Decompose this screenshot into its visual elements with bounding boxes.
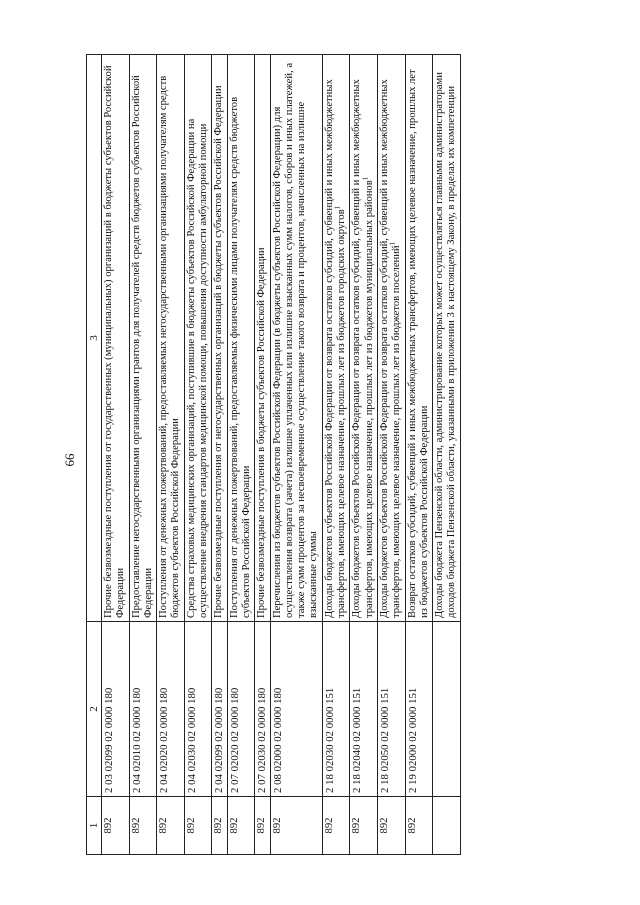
footnote-marker: 1 (333, 205, 342, 210)
revenue-code-cell (270, 622, 322, 797)
revenue-code-cell-text: 2 04 02020 02 0000 180 (158, 687, 171, 793)
revenue-code-cell (102, 622, 130, 797)
admin-code-cell (270, 797, 322, 855)
admin-code-cell-text: 892 (323, 817, 335, 834)
revenue-name-cell-text: Средства страховых медицинских организаций, поступившие в бюджеты субъектов Российской Федерации на осуществление внедрения стандартов медицинской помощи, повышения доступности амбулаторной помощи (185, 118, 210, 618)
revenue-name-cell (212, 55, 227, 622)
revenue-code-cell (322, 622, 350, 797)
revenue-code-cell-text: 2 19 02000 02 0000 151 (406, 687, 419, 793)
revenue-name-cell-text: Доходы бюджета Пензенской области, администрирование которых может осуществляться главными администраторами доходов бюджета Пензенской области, указанными в приложении 3 к настоящему Закону, в пределах их компетенции (434, 72, 458, 618)
admin-code-cell-text: 892 (103, 817, 114, 834)
admin-code-cell (184, 797, 212, 855)
table-body (102, 55, 461, 855)
table-row (433, 55, 461, 855)
table-row (102, 55, 130, 855)
admin-code-cell (255, 797, 270, 855)
admin-code-cell-text: 892 (158, 817, 170, 834)
revenue-code-cell-text: 2 04 02030 02 0000 180 (185, 687, 198, 793)
admin-code-cell (227, 797, 255, 855)
admin-code-cell (212, 797, 227, 855)
rotated-page (86, 55, 556, 855)
admin-code-cell-text: 892 (130, 817, 142, 834)
revenue-name-cell-text: Поступления от денежных пожертвований, предоставляемых физическими лицами получателям средств бюджетов субъектов Российской Федерации (228, 96, 252, 618)
table-row (270, 55, 322, 855)
admin-code-cell (377, 797, 405, 855)
column-header: 3 (87, 55, 102, 622)
revenue-code-cell-text: 2 07 02030 02 0000 180 (256, 687, 269, 793)
admin-code-cell-text: 892 (256, 817, 268, 834)
table-row (405, 55, 433, 855)
revenue-code-cell (227, 622, 255, 797)
revenue-name-cell-text: Прочие безвозмездные поступления от государственных (муниципальных) организаций в бюджеты субъектов Российской Федерации (103, 65, 127, 618)
revenue-name-cell-text: Возврат остатков субсидий, субвенций и иных межбюджетных трансфертов, имеющих целевое назначение, прошлых лет из бюджетов субъектов Российской Федерации (406, 69, 430, 618)
column-header: 2 (87, 622, 102, 797)
revenue-name-cell-text: Доходы бюджетов субъектов Российской Федерации от возврата остатков субсидий, субвенций и иных межбюджетных трансфертов, имеющих целевое назначение, прошлых лет из бюджетов поселений (378, 79, 403, 618)
admin-code-cell (350, 797, 378, 855)
table-row (212, 55, 227, 855)
revenue-code-cell (377, 622, 405, 797)
table-row (255, 55, 270, 855)
revenue-code-cell-text: 2 18 02030 02 0000 151 (323, 687, 336, 793)
footnote-marker: 1 (361, 176, 370, 181)
admin-code-cell-text: 892 (351, 817, 363, 834)
revenue-name-cell-text: Поступления от денежных пожертвований, предоставляемых негосударственными организациями получателям средств бюджетов субъектов Российской Федерации (158, 75, 182, 618)
revenue-name-cell-text: Прочие безвозмездные поступления в бюджеты субъектов Российской Федерации (256, 247, 268, 618)
admin-code-cell-text: 892 (213, 817, 225, 834)
revenue-code-cell (433, 622, 461, 797)
page-number: 66 (62, 453, 77, 467)
revenue-name-cell (157, 55, 185, 622)
revenue-code-cell-text: 2 18 02050 02 0000 151 (378, 687, 391, 793)
revenue-name-cell-text: Доходы бюджетов субъектов Российской Федерации от возврата остатков субсидий, субвенций и иных межбюджетных трансфертов, имеющих целевое назначение, прошлых лет из бюджетов муниципальных районов (351, 79, 375, 618)
admin-code-cell (433, 797, 461, 855)
revenue-name-cell (129, 55, 157, 622)
column-header: 1 (87, 797, 102, 855)
revenue-name-cell-text: Предоставление негосударственными организациями грантов для получателей средств бюджетов субъектов Российской Федерации (130, 75, 154, 618)
revenue-name-cell (350, 55, 378, 622)
revenue-name-cell (433, 55, 461, 622)
admin-code-cell (129, 797, 157, 855)
revenue-name-cell-text: Перечисления из бюджетов субъектов Российской Федерации (в бюджеты субъектов Российской Федерации) для осуществления возврата (зачета) излишне уплаченных или излишне взысканных сумм налогов, сборов и иных платежей, а также сумм процентов за несвоевременное осуществление такого возврата и процентов, начисленных на излишне взысканные суммы (271, 62, 320, 618)
table-row (377, 55, 405, 855)
table-row (322, 55, 350, 855)
revenue-code-cell (405, 622, 433, 797)
admin-code-cell-text: 892 (378, 817, 390, 834)
table-row (350, 55, 378, 855)
revenue-code-cell-text: 2 04 02010 02 0000 180 (130, 687, 143, 793)
revenue-name-cell (102, 55, 130, 622)
admin-code-cell-text: 892 (185, 817, 197, 834)
revenue-name-cell-text: Прочие безвозмездные поступления от негосударственных организаций в бюджеты субъектов Российской Федерации (213, 85, 225, 618)
revenue-code-cell-text: 2 07 02020 02 0000 180 (228, 687, 241, 793)
admin-code-cell (405, 797, 433, 855)
admin-code-cell (322, 797, 350, 855)
admin-code-cell-text: 892 (228, 817, 240, 834)
footnote-marker: 1 (388, 241, 397, 246)
revenue-code-cell-text: 2 03 02099 02 0000 180 (103, 687, 115, 793)
revenue-code-cell (255, 622, 270, 797)
revenue-name-cell-text: Доходы бюджетов субъектов Российской Федерации от возврата остатков субсидий, субвенций и иных межбюджетных трансфертов, имеющих целевое назначение, прошлых лет из бюджетов городских округов (323, 79, 348, 618)
admin-code-cell (102, 797, 130, 855)
revenue-code-cell (350, 622, 378, 797)
table-row (227, 55, 255, 855)
table-row (184, 55, 212, 855)
revenue-code-cell (184, 622, 212, 797)
revenue-code-cell (157, 622, 185, 797)
revenue-name-cell (322, 55, 350, 622)
table-row (157, 55, 185, 855)
revenue-code-cell-text: 2 04 02099 02 0000 180 (213, 687, 226, 793)
admin-code-cell (157, 797, 185, 855)
revenue-name-cell (405, 55, 433, 622)
revenue-name-cell (255, 55, 270, 622)
header-row (87, 55, 102, 855)
revenue-codes-table (86, 54, 461, 855)
revenue-code-cell (212, 622, 227, 797)
table-row (129, 55, 157, 855)
admin-code-cell-text: 892 (406, 817, 418, 834)
revenue-code-cell (129, 622, 157, 797)
revenue-code-cell-text: 2 18 02040 02 0000 151 (351, 687, 364, 793)
revenue-name-cell (227, 55, 255, 622)
revenue-name-cell (270, 55, 322, 622)
revenue-name-cell (184, 55, 212, 622)
revenue-name-cell (377, 55, 405, 622)
revenue-code-cell-text: 2 08 02000 02 0000 180 (271, 687, 284, 793)
admin-code-cell-text: 892 (271, 817, 283, 834)
